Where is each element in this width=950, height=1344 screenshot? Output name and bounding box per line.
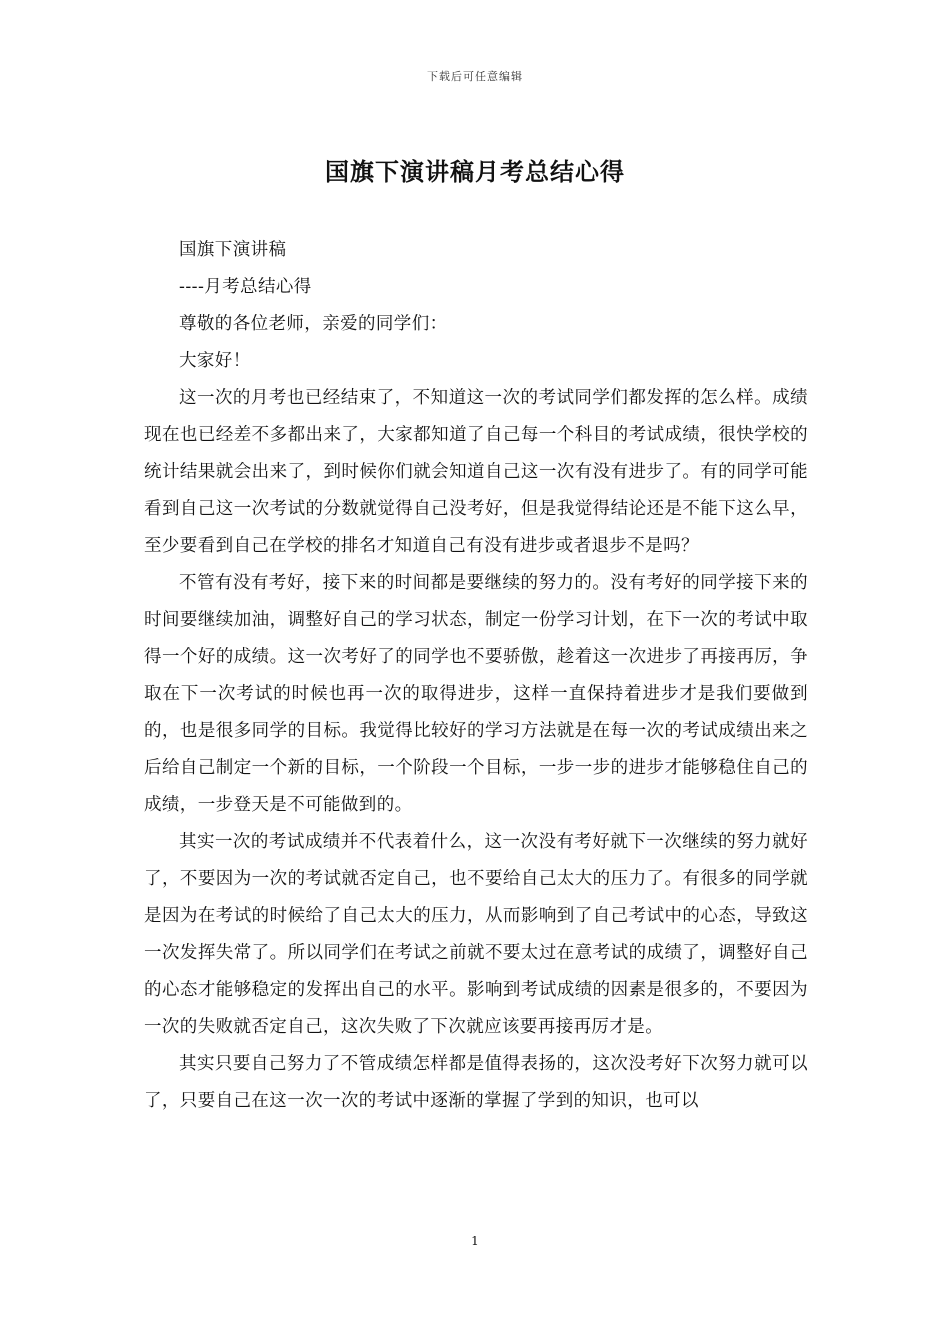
paragraph: 这一次的月考也已经结束了，不知道这一次的考试同学们都发挥的怎么样。成绩现在也已经差不多都出来了，大家都知道了自己每一个科目的考试成绩，很快学校的统计结果就会出来了，到时候你们就会知道自己这一次有没有进步了。有的同学可能看到自己这一次考试的分数就觉得自己没考好，但是我觉得结论还是不能下这么早，至少要看到自己在学校的排名才知道自己有没有进步或者退步不是吗？ xyxy=(144,388,808,556)
document-title: 国旗下演讲稿月考总结心得 xyxy=(325,157,625,186)
paragraph: 国旗下演讲稿 xyxy=(179,240,287,260)
paragraph: 不管有没有考好，接下来的时间都是要继续的努力的。没有考好的同学接下来的时间要继续加油，调整好自己的学习状态，制定一份学习计划，在下一次的考试中取得一个好的成绩。这一次考好了的同学也不要骄傲，趁着这一次进步了再接再厉，争取在下一次考试的时候也再一次的取得进步，这样一直保持着进步才是我们要做到的，也是很多同学的目标。我觉得比较好的学习方法就是在每一次的考试成绩出来之后给自己制定一个新的目标，一个阶段一个目标，一步一步的进步才能够稳住自己的成绩，一步登天是不可能做到的。 xyxy=(144,573,808,815)
paragraph: 尊敬的各位老师，亲爱的同学们： xyxy=(179,314,448,334)
page-number: 1 xyxy=(471,1234,479,1248)
document-body xyxy=(144,232,808,1120)
page-header: 下载后可任意编辑 xyxy=(427,70,523,83)
paragraph: 其实只要自己努力了不管成绩怎样都是值得表扬的，这次没考好下次努力就可以了，只要自己在这一次一次的考试中逐渐的掌握了学到的知识，也可以 xyxy=(144,1054,808,1111)
paragraph: 其实一次的考试成绩并不代表着什么，这一次没有考好就下一次继续的努力就好了，不要因为一次的考试就否定自己，也不要给自己太大的压力了。有很多的同学就是因为在考试的时候给了自己太大的压力，从而影响到了自己考试中的心态，导致这一次发挥失常了。所以同学们在考试之前就不要太过在意考试的成绩了，调整好自己的心态才能够稳定的发挥出自己的水平。影响到考试成绩的因素是很多的，不要因为一次的失败就否定自己，这次失败了下次就应该要再接再厉才是。 xyxy=(144,832,808,1037)
paragraph: ----月考总结心得 xyxy=(179,277,312,297)
paragraph: 大家好！ xyxy=(179,351,251,371)
